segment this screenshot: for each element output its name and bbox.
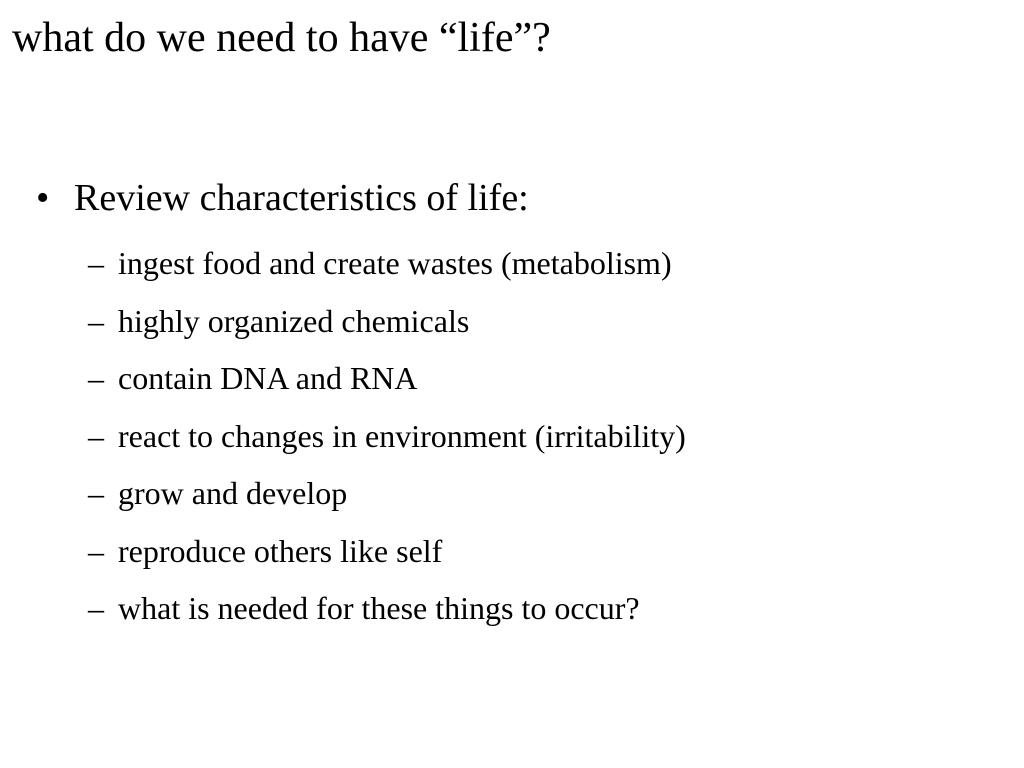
sub-bullet-list [88, 235, 686, 638]
sub-bullet-marker: – [88, 302, 104, 339]
sub-bullet-text: what is needed for these things to occur? [118, 590, 640, 626]
main-bullet-text: Review characteristics of life: [74, 177, 529, 219]
sub-bullet-item [88, 235, 686, 293]
sub-bullet-marker: – [88, 245, 104, 281]
sub-bullet-marker: – [88, 590, 104, 626]
sub-bullet-text: highly organized chemicals [118, 302, 470, 339]
sub-bullet-marker: – [88, 532, 104, 569]
sub-bullet-text: grow and develop [118, 475, 348, 511]
sub-bullet-item [88, 580, 686, 638]
sub-bullet-text: ingest food and create wastes (metabolism) [118, 245, 672, 281]
sub-bullet-marker: – [88, 417, 104, 454]
sub-bullet-item [88, 523, 686, 581]
sub-bullet-text: contain DNA and RNA [118, 360, 418, 396]
sub-bullet-item [88, 408, 686, 466]
sub-bullet-item [88, 293, 686, 351]
slide-title: what do we need to have “life”? [12, 15, 551, 61]
sub-bullet-marker: – [88, 360, 104, 396]
bullet-marker: • [36, 177, 50, 219]
sub-bullet-marker: – [88, 475, 104, 511]
sub-bullet-item [88, 465, 686, 523]
sub-bullet-text: react to changes in environment (irritability) [118, 417, 686, 454]
sub-bullet-text: reproduce others like self [118, 532, 443, 569]
main-bullet [36, 172, 529, 224]
sub-bullet-item [88, 350, 686, 408]
